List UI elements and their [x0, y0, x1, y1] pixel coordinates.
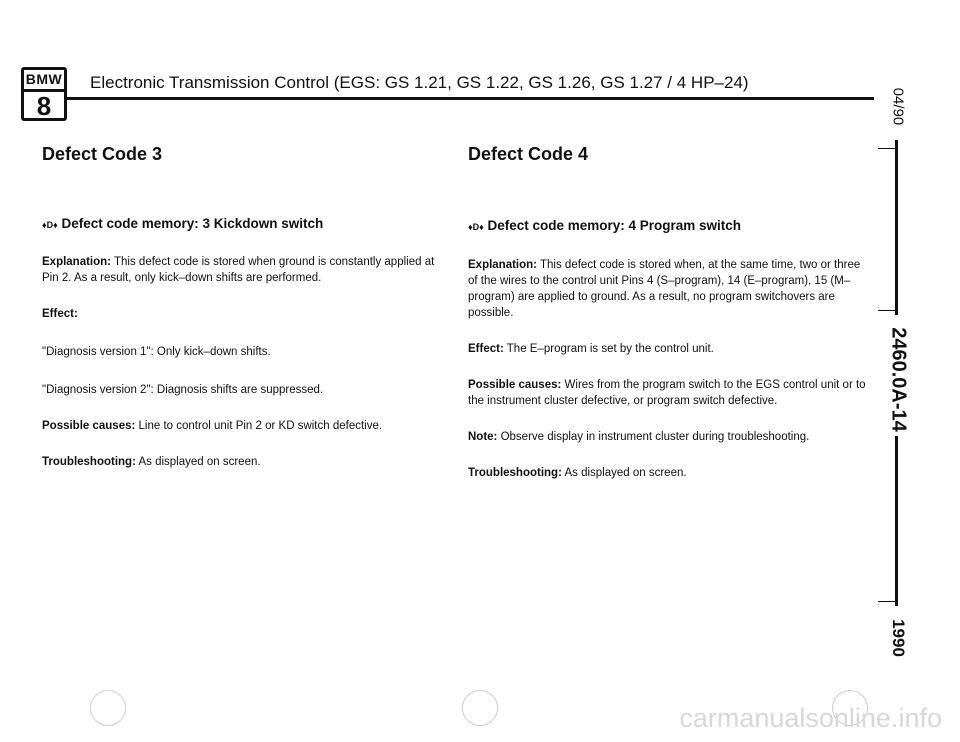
explanation-3-label: Explanation:: [42, 256, 112, 268]
logo-number: 8: [36, 91, 52, 121]
defect-code-3-title: Defect Code 3: [42, 144, 163, 164]
defect-code-3-section: [42, 144, 442, 490]
explanation-4: [468, 257, 868, 321]
note-4-text: Observe display in instrument cluster during troubleshooting.: [500, 431, 810, 443]
page-header-title: Electronic Transmission Control (EGS: GS 1.21, GS 1.22, GS 1.26, GS 1.27 / 4 HP–24): [90, 73, 749, 92]
explanation-4-label: Explanation:: [468, 259, 538, 271]
header-divider: [64, 97, 874, 100]
punch-hole: [90, 690, 126, 726]
side-tick: [878, 601, 898, 602]
defect-code-4-title: Defect Code 4: [468, 144, 589, 164]
troubleshooting-4-label: Troubleshooting:: [468, 467, 562, 479]
troubleshooting-3-label: Troubleshooting:: [42, 456, 136, 468]
side-tick: [878, 148, 898, 149]
note-4: [468, 429, 868, 445]
diamond-d-icon: ♦D♦: [42, 220, 58, 230]
explanation-3: [42, 254, 442, 286]
bmw-logo: [21, 67, 67, 121]
possible-causes-3-label: Possible causes:: [42, 420, 136, 432]
note-4-label: Note:: [468, 431, 498, 443]
side-rule-top: [895, 140, 898, 315]
effect-4-text: The E–program is set by the control unit.: [506, 343, 714, 355]
troubleshooting-4: [468, 465, 868, 481]
possible-causes-3-text: Line to control unit Pin 2 or KD switch defective.: [138, 420, 383, 432]
defect-memory-4-text: Defect code memory: 4 Program switch: [487, 218, 742, 233]
explanation-4-text: This defect code is stored when, at the same time, two or three of the wires to the control unit Pins 4 (S–program), 14 (E–program), 15 (M–program) are applied to ground. As a result, no program switchovers are possible.: [468, 259, 861, 319]
defect-memory-4-heading: [468, 218, 868, 235]
diamond-d-icon: ♦D♦: [468, 222, 484, 232]
side-tick: [878, 310, 898, 311]
effect-3-label: Effect:: [42, 308, 78, 320]
defect-memory-3-heading: [42, 216, 442, 233]
troubleshooting-3-text: As displayed on screen.: [138, 456, 261, 468]
side-rule-bottom: [895, 436, 898, 606]
effect-4: [468, 341, 868, 357]
troubleshooting-4-text: As displayed on screen.: [564, 467, 687, 479]
diagnosis-version-1: "Diagnosis version 1": Only kick–down shifts.: [42, 346, 271, 358]
possible-causes-4-label: Possible causes:: [468, 379, 562, 391]
defect-code-4-section: [468, 144, 868, 501]
defect-memory-3-text: Defect code memory: 3 Kickdown switch: [61, 216, 324, 231]
troubleshooting-3: [42, 454, 442, 470]
logo-brand: BMW: [24, 70, 64, 92]
explanation-3-text: This defect code is stored when ground is constantly applied at Pin 2. As a result, only kick–down shifts are performed.: [42, 256, 435, 284]
punch-hole: [462, 690, 498, 726]
revision-date: 04/90: [889, 87, 907, 126]
publication-year: 1990: [889, 619, 908, 657]
possible-causes-3: [42, 418, 442, 434]
possible-causes-4-text: Wires from the program switch to the EGS control unit or to the instrument cluster defective, or program switch defective.: [468, 379, 866, 407]
document-code: 2460.0A-14: [887, 327, 910, 432]
effect-4-label: Effect:: [468, 343, 504, 355]
possible-causes-4: [468, 377, 868, 409]
site-watermark: carmanualsonline.info: [679, 703, 942, 733]
diagnosis-version-2: "Diagnosis version 2": Diagnosis shifts are suppressed.: [42, 384, 324, 396]
effect-3: [42, 306, 442, 322]
